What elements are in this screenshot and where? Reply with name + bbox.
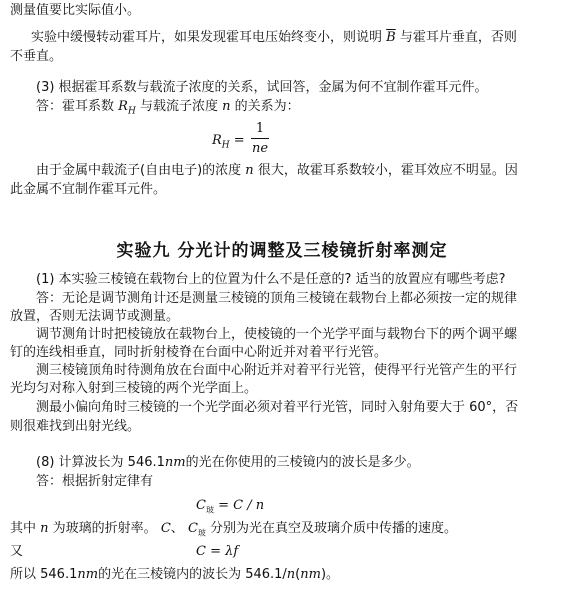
wave-formula — [196, 543, 238, 561]
text: 答：无论是调节测角计还是测量三棱镜的顶角三棱镜在载物台上都必须按一定的规律 — [36, 291, 518, 306]
text: 、 — [170, 521, 184, 536]
text: 。 — [326, 567, 340, 582]
text: 很大，故霍耳系数较小，霍耳效应不明显。因 — [257, 163, 518, 178]
formula-equals: = — [233, 133, 245, 148]
text: 其中 — [10, 521, 37, 536]
text: 答：霍耳系数 — [36, 99, 115, 114]
question-8 — [36, 454, 420, 472]
symbol-n: n — [40, 521, 49, 536]
answer-line — [36, 98, 300, 121]
paragraph-line — [10, 48, 62, 66]
fraction-denominator: ne — [251, 141, 269, 156]
paragraph-line — [10, 181, 166, 199]
text: 实验中缓慢转动霍耳片，如果发现霍耳电压始终变小，则说明 — [31, 30, 383, 45]
text: 由于金属中载流子(自由电子)的浓度 — [36, 163, 242, 178]
text: 光均匀对称入射到三棱镜的两个光学面上。 — [10, 381, 258, 396]
text: 又 — [10, 544, 24, 559]
text: 钉的连线相垂直，同时折射棱脊在台面中心附近并对着平行光管。 — [10, 345, 388, 360]
formula-sub-h: H — [221, 140, 230, 151]
text: 的光在三棱镜内的波长为 546.1/ — [98, 567, 287, 582]
symbol-r: R — [118, 99, 128, 114]
fraction-numerator: 1 — [255, 121, 265, 136]
formula-c-lambda: C = λf — [196, 544, 239, 559]
answer-line — [10, 344, 387, 362]
hall-formula-lhs — [212, 132, 245, 155]
unit-nm: nm — [77, 567, 99, 582]
text: 分别为光在真空及玻璃介质中传播的速度。 — [210, 521, 458, 536]
paragraph-line — [10, 520, 457, 543]
hall-fraction — [248, 121, 272, 156]
unit-nm: nm — [300, 567, 321, 582]
section-heading: 实验九 分光计的调整及三棱镜折射率测定 — [116, 241, 448, 261]
vector-b-symbol: $\overline{B}$ — [386, 30, 396, 45]
formula-r: R — [212, 133, 222, 148]
fraction-bar — [251, 138, 269, 139]
answer-line — [36, 326, 517, 344]
text: 的光在你使用的三棱镜内的波长是多少。 — [185, 455, 420, 470]
text: 为玻璃的折射率。 — [52, 521, 157, 536]
text: 测量值要比实际值小。 — [10, 3, 141, 18]
refraction-formula — [196, 497, 264, 520]
unit-nm: nm — [164, 455, 186, 470]
text: 放置，否则无法调节或测量。 — [10, 309, 180, 324]
conclusion-line — [10, 566, 339, 584]
text-line — [10, 2, 140, 20]
formula-c: C — [196, 498, 206, 513]
symbol-c-glass: C — [187, 521, 198, 536]
text: (1) 本实验三棱镜在载物台上的位置为什么不是任意的? 适当的放置应有哪些考虑? — [36, 272, 506, 287]
text: 不垂直。 — [10, 49, 63, 64]
text: 测最小偏向角时三棱镜的一个光学面必须对着平行光管，同时入射角要大于 60°，否 — [36, 400, 519, 415]
text: ( — [295, 567, 301, 582]
answer-line — [10, 418, 140, 436]
answer-line — [36, 399, 518, 417]
question-3 — [36, 79, 488, 97]
symbol-n: n — [245, 163, 254, 178]
subscript-glass: 玻 — [197, 528, 206, 538]
answer-line — [10, 308, 179, 326]
symbol-c: C — [160, 521, 171, 536]
text: ) — [320, 567, 327, 582]
text: (8) 计算波长为 546.1 — [36, 455, 165, 470]
answer-line — [36, 362, 517, 380]
formula-rest: = C / n — [218, 498, 265, 513]
answer-line — [36, 473, 153, 491]
text: 的关系为： — [234, 99, 300, 114]
text: 则很难找到出射光线。 — [10, 419, 141, 434]
symbol-n: n — [222, 99, 231, 114]
symbol-n: n — [286, 567, 296, 582]
text: 此金属不宜制作霍耳元件。 — [10, 182, 167, 197]
question-1 — [36, 271, 505, 289]
text: 测三棱镜顶角时待测角放在台面中心附近并对着平行光管，使得平行光管产生的平行 — [36, 363, 518, 378]
answer-line — [36, 290, 517, 308]
answer-line — [10, 380, 257, 398]
subscript-h: H — [127, 106, 136, 117]
text-line — [10, 543, 23, 561]
text: (3) 根据霍耳系数与载流子浓度的关系，试回答，金属为何不宜制作霍耳元件。 — [36, 80, 488, 95]
text: 调节测角计时把棱镜放在载物台上，使棱镜的一个光学平面与载物台下的两个调平螺 — [36, 327, 518, 342]
text: 答：根据折射定律有 — [36, 474, 154, 489]
formula-sub-glass: 玻 — [205, 505, 214, 515]
text: 与载流子浓度 — [139, 99, 218, 114]
paragraph-line — [31, 29, 517, 47]
paragraph-line — [36, 162, 518, 180]
text: 所以 546.1 — [10, 567, 78, 582]
text: 与霍耳片垂直，否则 — [399, 30, 517, 45]
